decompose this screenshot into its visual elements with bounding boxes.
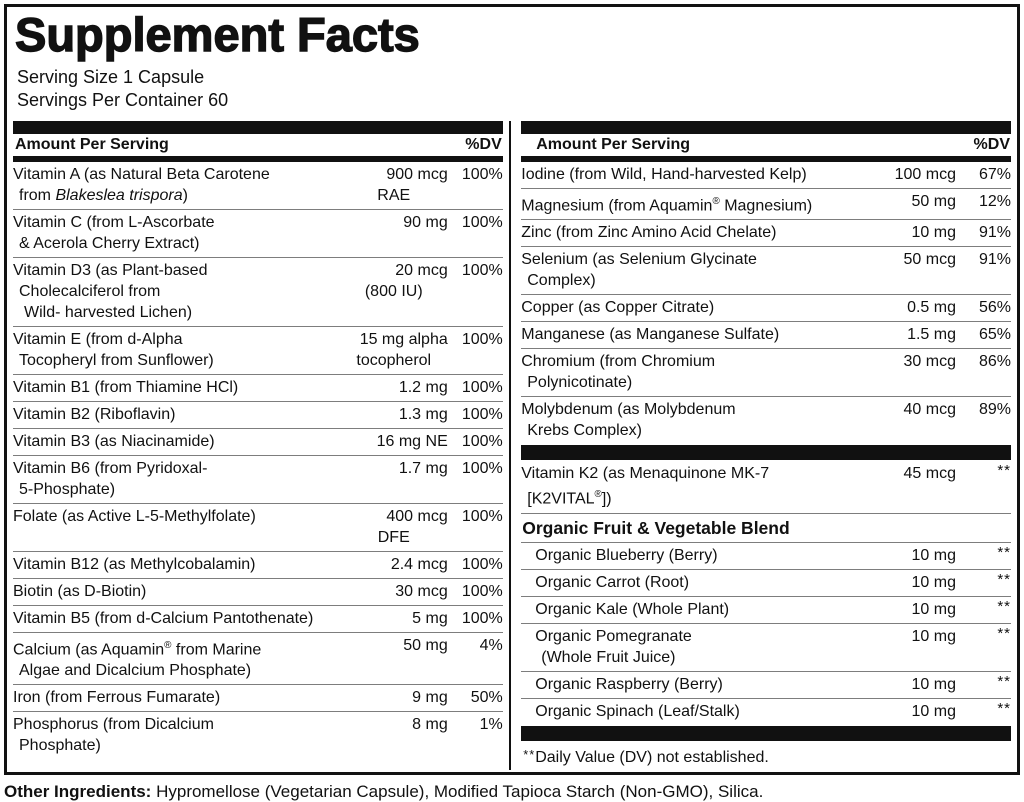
label-title: Supplement Facts <box>15 8 420 61</box>
table-row <box>13 402 503 429</box>
table-row <box>13 685 503 712</box>
ingredient-name: Folate (as Active L-5-Methylfolate) <box>13 508 256 525</box>
table-row <box>13 162 503 210</box>
ingredient-dv: 100% <box>461 166 503 183</box>
table-row <box>13 504 503 552</box>
facts-table-right <box>511 121 1013 770</box>
ingredient-dv: 100% <box>461 610 503 627</box>
supplement-facts-label <box>0 4 1024 801</box>
servings-per-container-line: Servings Per Container 60 <box>17 90 229 110</box>
section-divider-bar <box>521 726 1011 741</box>
amount-per-serving-label: Amount Per Serving <box>15 136 169 153</box>
column-header <box>13 134 503 156</box>
ingredient-name: Molybdenum (as Molybdenum Krebs Complex) <box>521 401 736 440</box>
ingredient-amount: 9 mg <box>412 689 448 707</box>
table-row <box>13 712 503 759</box>
ingredient-name: Magnesium (from Aquamin® Magnesium) <box>521 196 813 215</box>
ingredient-name: Vitamin B5 (from d-Calcium Pantothenate) <box>13 610 314 627</box>
ingredient-name: Copper (as Copper Citrate) <box>521 299 715 317</box>
ingredient-name: Selenium (as Selenium Glycinate Complex) <box>521 251 757 290</box>
ingredient-dv: ** <box>997 699 1011 717</box>
serving-info <box>17 66 1013 112</box>
ingredient-dv: ** <box>997 543 1011 561</box>
ingredient-amount: 50 mg <box>403 637 448 654</box>
ingredient-dv: 50% <box>470 689 503 707</box>
facts-columns <box>11 121 1013 770</box>
ingredient-amount: 20 mcg (800 IU) <box>364 262 448 300</box>
ingredient-name: Iron (from Ferrous Fumarate) <box>13 689 221 707</box>
header-bar-top <box>521 121 1011 134</box>
table-row <box>521 624 1011 672</box>
ingredient-name: Vitamin B2 (Riboflavin) <box>13 406 176 423</box>
amount-per-serving-label: Amount Per Serving <box>536 136 691 153</box>
table-row <box>521 397 1011 444</box>
ingredient-amount: 100 mcg <box>894 166 956 183</box>
ingredient-name: Organic Spinach (Leaf/Stalk) <box>535 702 740 720</box>
ingredient-dv: 89% <box>978 401 1011 419</box>
table-row <box>521 543 1011 570</box>
ingredient-name: Chromium (from Chromium Polynicotinate) <box>521 353 716 392</box>
table-row <box>521 247 1011 295</box>
dv-column-label: %DV <box>465 136 502 153</box>
table-rows <box>13 162 503 770</box>
serving-size-line: Serving Size 1 Capsule <box>17 67 205 87</box>
ingredient-dv: 56% <box>978 299 1011 317</box>
table-row <box>521 162 1011 189</box>
ingredient-dv: 100% <box>461 433 503 450</box>
table-row <box>13 327 503 375</box>
ingredient-dv: 100% <box>461 379 503 396</box>
table-row <box>13 375 503 402</box>
ingredient-dv: 100% <box>461 331 503 348</box>
table-row <box>13 258 503 327</box>
header-bar-top <box>13 121 503 134</box>
ingredient-name: Vitamin B12 (as Methylcobalamin) <box>13 556 256 573</box>
ingredient-amount: 10 mg <box>911 546 956 564</box>
ingredient-name: Organic Carrot (Root) <box>535 573 690 591</box>
ingredient-dv: ** <box>997 597 1011 615</box>
table-rows <box>521 162 1011 770</box>
dv-footnote: **Daily Value (DV) not established. <box>523 746 769 766</box>
ingredient-dv: 100% <box>461 583 503 600</box>
ingredient-amount: 45 mcg <box>903 465 956 483</box>
table-row <box>13 552 503 579</box>
ingredient-amount: 900 mcg RAE <box>377 166 448 204</box>
table-row <box>13 633 503 685</box>
ingredient-amount: 1.5 mg <box>907 326 956 344</box>
table-row <box>521 295 1011 322</box>
ingredient-name: Vitamin D3 (as Plant-based Cholecalciferol from Wild- harvested Lichen) <box>13 262 208 321</box>
label-box <box>4 4 1020 775</box>
section-header: Organic Fruit & Vegetable Blend <box>521 514 1011 543</box>
ingredient-amount: 16 mg NE <box>376 433 448 450</box>
table-row <box>521 699 1011 725</box>
ingredient-amount: 1.2 mg <box>398 379 448 396</box>
ingredient-amount: 10 mg <box>911 702 956 720</box>
table-row <box>521 349 1011 397</box>
ingredient-name: Vitamin K2 (as Menaquinone MK-7 [K2VITAL®]) <box>521 465 770 508</box>
ingredient-name: Organic Pomegranate (Whole Fruit Juice) <box>535 627 692 666</box>
ingredient-dv: 100% <box>461 262 503 279</box>
ingredient-dv: 100% <box>461 460 503 477</box>
ingredient-dv: 65% <box>978 326 1011 344</box>
ingredient-amount: 0.5 mg <box>907 299 956 317</box>
ingredient-name: Organic Kale (Whole Plant) <box>535 600 730 618</box>
ingredient-dv: 4% <box>479 637 503 654</box>
other-ingredients-text: Hypromellose (Vegetarian Capsule), Modified Tapioca Starch (Non-GMO), Silica. <box>151 781 764 801</box>
column-header <box>521 134 1011 156</box>
table-row <box>521 189 1011 220</box>
table-row <box>521 597 1011 624</box>
ingredient-dv: 12% <box>978 193 1011 210</box>
ingredient-dv: 100% <box>461 556 503 573</box>
ingredient-dv: 67% <box>978 166 1011 183</box>
table-row <box>521 672 1011 699</box>
ingredient-amount: 10 mg <box>911 573 956 591</box>
facts-table-left <box>11 121 509 770</box>
ingredient-dv: 100% <box>461 406 503 423</box>
section-divider-bar <box>521 445 1011 460</box>
ingredient-dv: 1% <box>479 716 503 734</box>
ingredient-name: Zinc (from Zinc Amino Acid Chelate) <box>521 224 777 242</box>
other-ingredients-label: Other Ingredients: <box>4 781 152 801</box>
ingredient-name: Manganese (as Manganese Sulfate) <box>521 326 780 344</box>
ingredient-dv: 100% <box>461 214 503 231</box>
ingredient-amount: 10 mg <box>911 627 956 645</box>
ingredient-name: Vitamin C (from L-Ascorbate & Acerola Cherry Extract) <box>13 214 215 252</box>
ingredient-amount: 90 mg <box>403 214 448 231</box>
dv-column-label: %DV <box>973 136 1010 153</box>
table-row <box>521 220 1011 247</box>
ingredient-name: Vitamin E (from d-Alpha Tocopheryl from Sunflower) <box>13 331 214 369</box>
table-row <box>13 579 503 606</box>
ingredient-dv: 91% <box>978 224 1011 242</box>
ingredient-amount: 1.7 mg <box>398 460 448 477</box>
table-row <box>13 456 503 504</box>
ingredient-dv: ** <box>997 570 1011 588</box>
ingredient-dv: ** <box>997 624 1011 642</box>
ingredient-amount: 30 mcg <box>395 583 448 600</box>
ingredient-amount: 1.3 mg <box>398 406 448 423</box>
ingredient-name: Organic Blueberry (Berry) <box>535 546 718 564</box>
ingredient-name: Vitamin B1 (from Thiamine HCl) <box>13 379 239 396</box>
ingredient-dv: 91% <box>978 251 1011 269</box>
ingredient-dv: 86% <box>978 353 1011 371</box>
ingredient-amount: 5 mg <box>412 610 448 627</box>
ingredient-name: Vitamin B3 (as Niacinamide) <box>13 433 215 450</box>
ingredient-name: Organic Raspberry (Berry) <box>535 675 723 693</box>
ingredient-amount: 8 mg <box>412 716 448 734</box>
ingredient-name: Phosphorus (from Dicalcium Phosphate) <box>13 716 214 755</box>
ingredient-amount: 2.4 mcg <box>390 556 448 573</box>
ingredient-amount: 50 mg <box>911 193 956 210</box>
ingredient-amount: 30 mcg <box>903 353 956 371</box>
table-row <box>521 322 1011 349</box>
table-row <box>521 461 1011 513</box>
ingredient-name: Biotin (as D-Biotin) <box>13 583 147 600</box>
ingredient-amount: 10 mg <box>911 224 956 242</box>
ingredient-name: Vitamin A (as Natural Beta Carotene from Blakeslea trispora) <box>13 166 270 204</box>
ingredient-name: Calcium (as Aquamin® from Marine Algae and Dicalcium Phosphate) <box>13 640 262 680</box>
table-row <box>13 429 503 456</box>
table-row <box>521 570 1011 597</box>
other-ingredients <box>4 781 1024 802</box>
ingredient-name: Iodine (from Wild, Hand-harvested Kelp) <box>521 166 807 183</box>
ingredient-name: Vitamin B6 (from Pyridoxal- 5-Phosphate) <box>13 460 208 498</box>
ingredient-dv: ** <box>997 462 1011 480</box>
table-row <box>13 210 503 258</box>
ingredient-amount: 400 mcg DFE <box>377 508 448 546</box>
ingredient-amount: 50 mcg <box>903 251 956 269</box>
ingredient-amount: 10 mg <box>911 600 956 618</box>
ingredient-dv: ** <box>997 672 1011 690</box>
ingredient-amount: 40 mcg <box>903 401 956 419</box>
ingredient-amount: 10 mg <box>911 675 956 693</box>
table-row <box>13 606 503 633</box>
ingredient-dv: 100% <box>461 508 503 525</box>
ingredient-amount: 15 mg alpha tocopherol <box>356 331 448 369</box>
